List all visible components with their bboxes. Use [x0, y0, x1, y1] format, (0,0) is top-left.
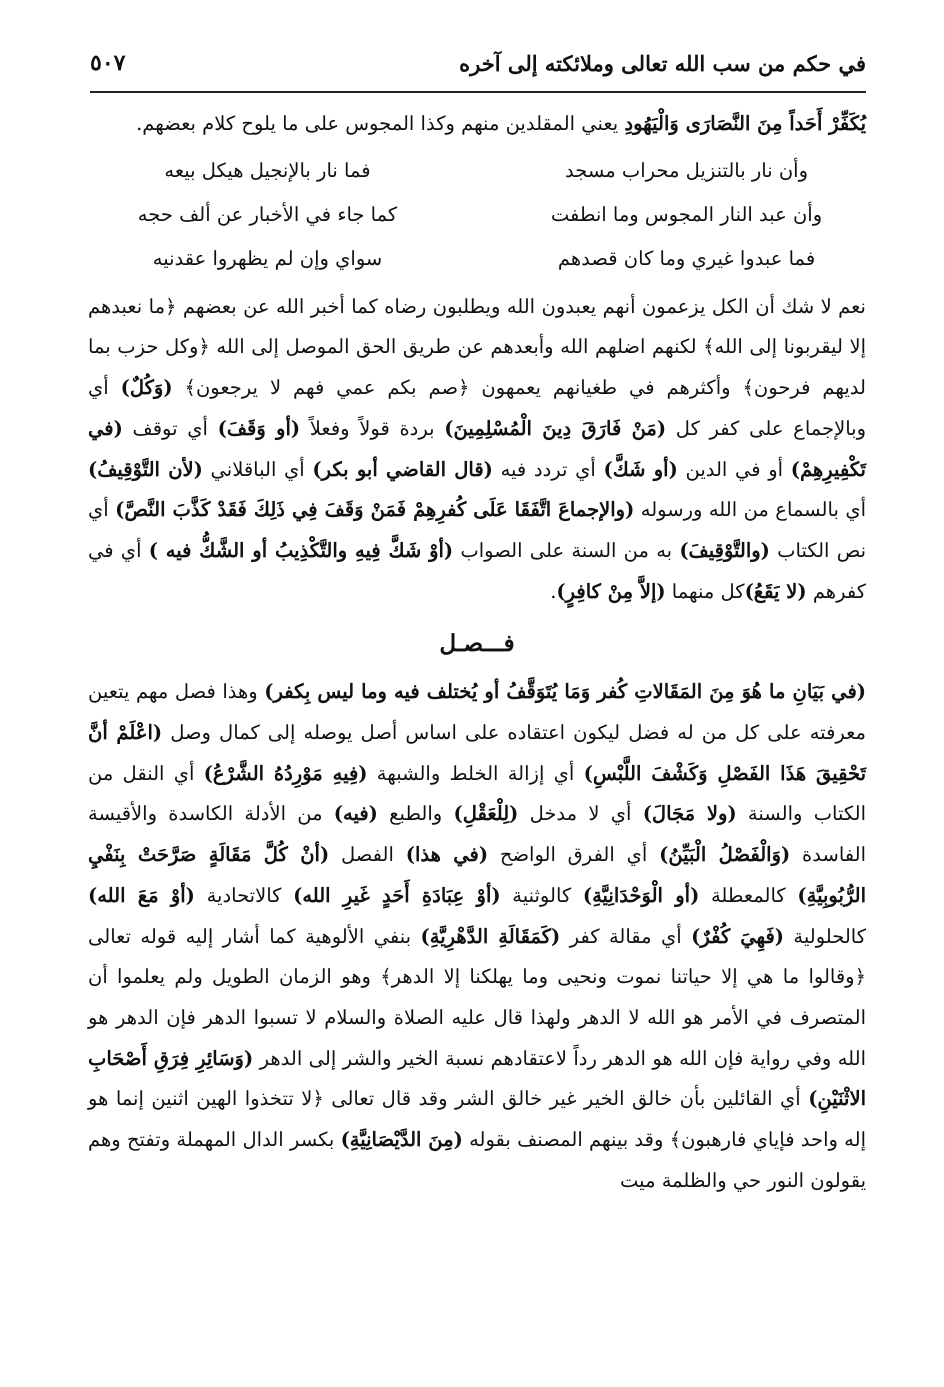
sharh-text: به من السنة على الصواب	[453, 538, 680, 562]
matn-text: (وَالْفَصْلُ الْبَيِّنُ)	[659, 843, 791, 867]
sharh-text: يعني المقلدين منهم وكذا المجوس على ما يلوح كلام بعضهم.	[136, 112, 619, 135]
sharh-text: كالاتحادية	[194, 883, 294, 907]
matn-text: (في تَكْفِيرِهِمْ)	[88, 416, 866, 481]
matn-text: (في بَيَانِ ما هُوَ مِنَ المَقَالاتِ كُفر وَمَا يُتَوَقَّفُ أو يُختلف فيه وما ليس بِكفر)	[264, 680, 866, 704]
sharh-text: وهذا فصل مهم يتعين معرفته على كل من له فضل ليكون اعتقاده على اساس أصل يوصله إلى كمال وصل	[88, 680, 866, 745]
paragraph-intro	[88, 104, 866, 145]
paragraph-section	[88, 672, 866, 1201]
matn-text: (أو شَكَّ)	[603, 457, 678, 481]
poem-verse	[88, 193, 866, 237]
matn-text: (أوْ شَكَّ فِيهِ والتَّكْذِيبُ أو الشَّكُّ فيه )	[148, 538, 454, 562]
verse-second-hemistich: سواي وإن لم يظهروا عقدنيه	[152, 246, 383, 270]
matn-text: (أو وَقَفَ)	[217, 416, 301, 440]
matn-text: (إلاَّ مِنْ كافِرٍ)	[556, 579, 666, 603]
sharh-text: أي توقف	[122, 416, 218, 440]
sharh-text: كالمعطلة	[699, 883, 798, 907]
matn-text: (في هذا)	[405, 843, 489, 867]
matn-text: (لا يَقَعُ)	[744, 579, 807, 603]
verse-second-hemistich: فما نار بالإنجيل هيكل بيعه	[164, 158, 371, 182]
verse-first-hemistich: وأن عبد النار المجوس وما انطفت	[550, 202, 823, 226]
poem-verse	[88, 149, 866, 193]
sharh-text: أي الباقلاني	[202, 457, 313, 481]
sharh-text: أي تردد فيه	[492, 457, 604, 481]
matn-text: (ولا مَجَالَ)	[642, 802, 737, 826]
poem	[88, 149, 866, 281]
verse-first-hemistich: فما عبدوا غيري وما كان قصدهم	[557, 246, 816, 270]
sharh-text: أي القائلين بأن خالق الخير غير خالق الشر وقد قال تعالى ﴿لا تتخذوا الهين اثنين إنما هو إله واحد فإياي فارهبون﴾ وقد بينهم المصنف بقوله	[88, 1087, 866, 1152]
page-body	[88, 104, 866, 1201]
sharh-text: كل منهما	[665, 579, 745, 603]
matn-text: (قال القاضي أبو بكر)	[312, 457, 493, 481]
sharh-text: أي لا مدخل	[518, 802, 643, 826]
sharh-text: والطبع	[377, 802, 454, 826]
matn-text: يُكَفِّرْ أَحَداً مِنَ النَّصَارَى وَالْيَهُودِ	[624, 112, 866, 135]
sharh-text: أي مقالة كفر	[560, 924, 692, 948]
matn-text: (والإجماعَ اتَّفَقَا عَلَى كُفرِهِمْ فَمَنْ وَقَفَ فِي ذَلِكَ فَقَدْ كَذَّبَ النَّصَّ)	[115, 498, 635, 522]
matn-text: (لأن التَّوْقِيفُ)	[88, 457, 203, 481]
sharh-text: بكسر الدال المهملة وتفتح وهم يقولون النور حي والظلمة ميت	[88, 1128, 866, 1192]
sharh-text: أي في كفرهم	[88, 538, 866, 603]
matn-text: (أنْ كُلَّ مَقَالَةٍ صَرَّحَتْ بِنَفْيِ الرُّبُوبِيَّةِ)	[88, 843, 867, 907]
poem-verse	[88, 237, 866, 281]
sharh-text: كالوثنية	[500, 883, 583, 907]
sharh-text: بنفي الألوهية كما أشار إليه قوله تعالى ﴿وقالوا ما هي إلا حياتنا نموت ونحيى وما يهلكنا إلا الدهر﴾ وهو الزمان الطويل ولم يعلموا أن المتصرف في الأمر هو الله لا الدهر ولهذا قال عليه الصلاة والسلام لا تسبوا الدهر فإن الدهر هو الله وفي رواية فإن الله هو الدهر رداً لاعتقادهم نسبة الخير والشر إلى الدهر	[88, 924, 866, 1070]
sharh-text: الفصل	[329, 843, 406, 867]
sharh-text: أي نص الكتاب	[88, 498, 867, 562]
matn-text: (وَسَائِرِ فِرَقِ أَصْحَابِ الاثْنَيْنِ)	[88, 1046, 866, 1111]
matn-text: (فِيهِ مَوْرِدُهُ الشَّرْعُ)	[203, 761, 368, 785]
matn-text: (أوْ مَعَ الله)	[88, 883, 195, 907]
section-heading: فـــصـل	[439, 630, 515, 658]
sharh-text: أي إزالة الخلط والشبهة	[367, 761, 584, 785]
matn-text: (كَمَقَالَةِ الدَّهْرِيَّةِ)	[420, 924, 561, 948]
matn-text: (لِلْعَقْلِ)	[453, 802, 519, 826]
page-header	[90, 38, 866, 88]
page-number: ٥٠٧	[90, 50, 126, 76]
matn-text: (فَهِيَ كُفْرٌ)	[691, 924, 785, 948]
matn-text: (مِنَ الدَّيْصَانِيَّةِ)	[340, 1128, 463, 1152]
verse-second-hemistich: كما جاء في الأخبار عن ألف حجه	[137, 202, 398, 226]
sharh-text: بردة قولاً وفعلاً	[300, 416, 445, 440]
sharh-text: أو في الدين	[677, 457, 791, 481]
sharh-text: من الأدلة الكاسدة والأقيسة الفاسدة	[88, 802, 866, 867]
verse-first-hemistich: وأن نار بالتنزيل محراب مسجد	[565, 158, 808, 182]
sharh-text: نعم لا شك أن الكل يزعمون أنهم يعبدون الله ويطلبون رضاه كما أخبر الله عن بعضهم ﴿ما نعبدهم إلا ليقربونا إلى الله﴾ لكنهم اضلهم الله وأبعدهم عن طريق الحق الموصل إلى الله ﴿وكل حزب بما لديهم فرحون﴾ وأكثرهم في طغيانهم يعمهون ﴿صم بكم عمي فهم لا يرجعون﴾	[88, 294, 866, 400]
running-title: في حكم من سب الله تعالى وملائكته إلى آخره	[459, 50, 866, 76]
sharh-text: كالحلولية	[784, 924, 866, 948]
sharh-text: أي النقل من الكتاب والسنة	[88, 761, 867, 826]
sharh-text: أي الفرق الواضح	[488, 843, 660, 867]
sharh-text: أي بالسماع من الله ورسوله	[634, 498, 866, 522]
matn-text: (وَكُلٌ)	[120, 376, 173, 400]
matn-text: (مَنْ فَارَقَ دِينَ الْمُسْلِمِينَ)	[444, 416, 667, 440]
matn-text: (اعْلَمْ أنَّ تَحْقِيقَ هَذَا الفَصْلِ وَكَشْفَ اللَّبْسِ)	[88, 721, 866, 785]
sharh-text: .	[550, 579, 557, 603]
matn-text: (أو الْوَحْدَانِيَّةِ)	[582, 883, 700, 907]
matn-text: (فيه)	[333, 802, 378, 826]
matn-text: (أوْ عِبَادَةِ أَحَدٍ غَيرِ الله)	[293, 883, 501, 907]
matn-text: (والتَّوْقِيفَ)	[679, 538, 770, 562]
paragraph-commentary	[88, 287, 866, 613]
header-divider	[90, 91, 866, 93]
sharh-text: أي وبالإجماع على كفر كل	[88, 376, 866, 440]
